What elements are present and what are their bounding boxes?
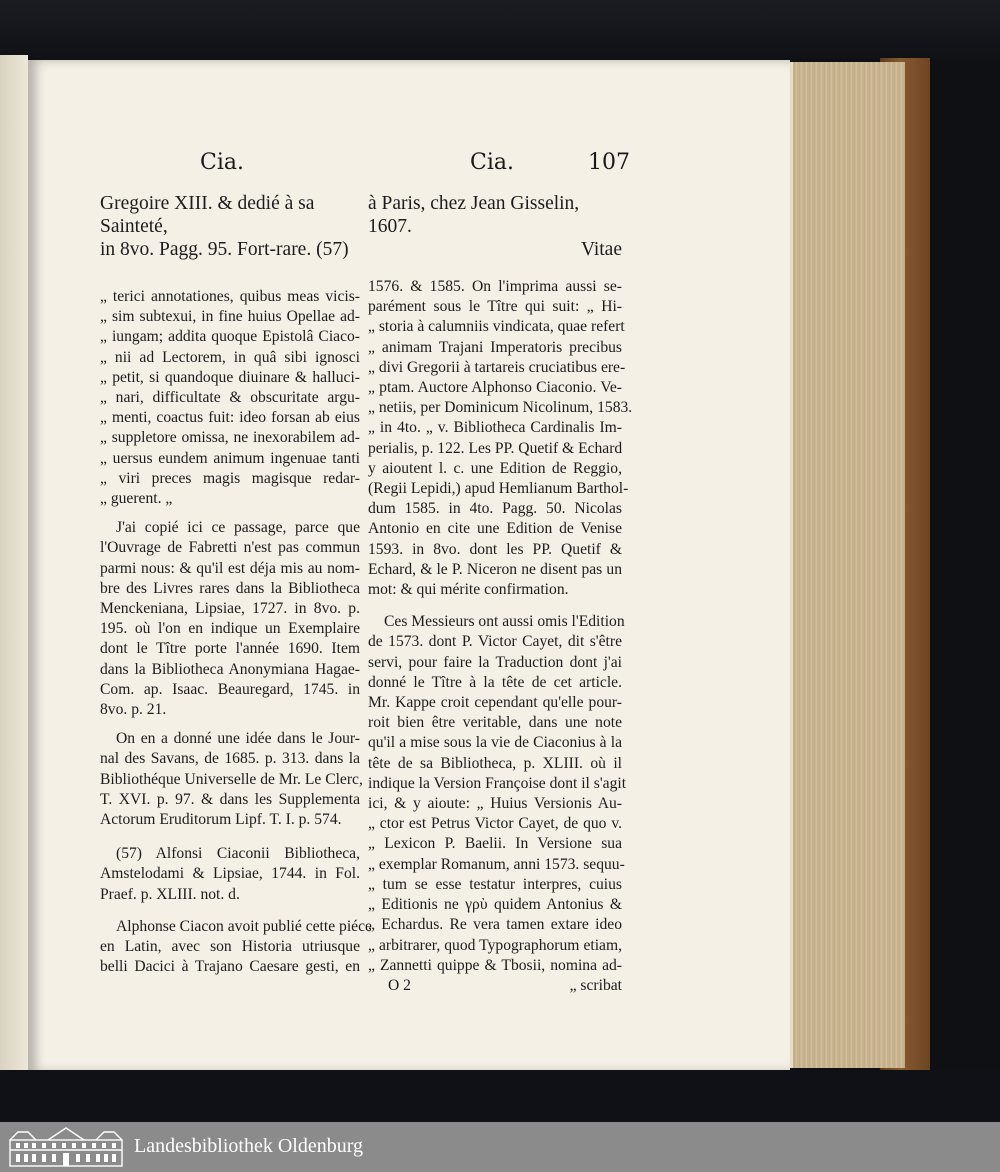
text-line: T. XVI. p. 97. & dans les Supplementa	[100, 790, 360, 808]
text-line: dont le Tître porte l'année 1690. Item	[100, 640, 360, 658]
text-line: roit bien être veritable, dans une note	[368, 714, 622, 732]
text-line: „ iungam; addita quoque Epistolâ Ciaco-	[100, 328, 360, 346]
text-line: belli Dacici à Trajano Caesare gesti, en	[100, 958, 360, 976]
text-line: „ menti, coactus fuit: ideo forsan ab eius	[100, 409, 360, 427]
text-line: perialis, p. 122. Les PP. Quetif & Echard	[368, 439, 623, 457]
text-line: Actorum Eruditorum Lipf. T. I. p. 574.	[100, 811, 342, 829]
text-line: Echard, & le P. Niceron ne disent pas un	[368, 560, 622, 578]
text-line: Menckeniana, Lipsiae, 1727. in 8vo. p.	[100, 600, 360, 618]
text-line: „ Zannetti quippe & Tbosii, nomina ad-	[368, 956, 622, 974]
text-line: ici, & y aioute: „ Huius Versionis Au-	[368, 795, 622, 813]
text-line: dum 1585. in 4to. Pagg. 50. Nicolas	[368, 500, 622, 518]
left-top-line-2: in 8vo. Pagg. 95. Fort-rare. (57)	[100, 239, 349, 260]
text-line: Amstelodami & Lipsiae, 1744. in Fol.	[100, 865, 360, 883]
paragraph-ciacon	[100, 917, 372, 978]
signature-line	[368, 976, 622, 996]
latin-quote-block	[100, 287, 360, 509]
bottom-shadow	[0, 1070, 1000, 1122]
text-line: parmi nous: & qu'il est déja mis au nom-	[100, 559, 360, 577]
text-line: Mr. Kappe croit cependant qu'elle pour-	[368, 694, 622, 712]
text-line: nal des Savans, de 1685. p. 313. dans la	[100, 750, 360, 768]
text-line: indique la Version Françoise dont il s'agit	[368, 774, 627, 792]
text-line: tête de sa Bibliotheca, p. XLIII. où il	[368, 754, 622, 772]
text-line: „ uersus eundem animum ingenuae tanti	[100, 449, 360, 467]
text-line: „ Echardus. Re vera tamen extare ideo	[368, 916, 622, 934]
running-head-left: Cia.	[200, 150, 244, 175]
page-number: 107	[588, 150, 630, 175]
paragraph-passage-copied	[100, 518, 360, 720]
text-line: „ Lexicon P. Baelii. In Versione sua	[368, 835, 622, 853]
text-line: „ animam Trajani Imperatoris precibus	[368, 338, 622, 356]
paragraph-journal-references	[100, 729, 363, 830]
text-line: en Latin, avec son Historia utriusque	[100, 938, 360, 956]
text-line: Alphonse Ciacon avoit publié cette piéce	[116, 917, 372, 935]
left-column	[100, 192, 372, 978]
text-line: y aioutent l. c. une Edition de Reggio,	[368, 459, 622, 477]
text-line: „ exemplar Romanum, anni 1573. sequu-	[368, 855, 625, 873]
paragraph-messieurs	[368, 612, 627, 976]
text-line: „ ptam. Auctore Alphonso Ciaconio. Ve-	[368, 379, 622, 397]
footnote-57	[100, 844, 360, 905]
text-line: 8vo. p. 21.	[100, 701, 167, 719]
text-line: dans la Bibliotheca Anonymiana Hagae-	[100, 660, 360, 678]
text-line: „ tum se esse testatur interpres, cuius	[368, 875, 622, 893]
text-line: donné le Tître à la tête de cet article.	[368, 673, 622, 691]
running-head-center: Cia.	[470, 150, 514, 175]
text-line: „ in 4to. „ v. Bibliotheca Cardinalis Im-	[368, 419, 622, 437]
text-line: Ces Messieurs ont aussi omis l'Edition	[384, 613, 625, 631]
catchword: „ scribat	[569, 976, 622, 994]
dark-backdrop	[0, 0, 1000, 60]
library-name: Landesbibliothek Oldenburg	[134, 1135, 364, 1157]
text-line: „ sim subtexui, in fine huius Opellae ad-	[100, 308, 360, 326]
text-line: de 1573. dont P. Victor Cayet, dit s'être	[368, 633, 622, 651]
text-line: „ suppletore omissa, ne inexorabilem ad-	[100, 429, 360, 447]
text-line: „ arbitrarer, quod Typographorum etiam,	[368, 936, 622, 954]
library-building-logo-icon	[8, 1126, 124, 1168]
text-line: „ terici annotationes, quibus meas vicis-	[100, 288, 360, 305]
text-line: „ guerent. „	[100, 490, 173, 508]
text-line: (Regii Lepidi,) apud Hemlianum Barthol-	[368, 480, 629, 498]
paragraph-historia	[368, 277, 633, 600]
text-line: 1593. in 8vo. dont les PP. Quetif &	[368, 540, 622, 558]
text-line: mot: & qui mérite confirmation.	[368, 581, 569, 599]
text-line: „ netiis, per Dominicum Nicolinum, 1583.	[368, 399, 633, 417]
text-line: „ nari, difficultate & obscuritate argu-	[100, 389, 360, 407]
facing-page-sliver	[0, 55, 28, 1075]
text-line: Com. ap. Isaac. Beauregard, 1745. in	[100, 680, 360, 698]
text-line: „ divi Gregorii à tartareis cruciatibus ere-	[368, 358, 626, 376]
text-line: bre des Livres rares dans la Bibliotheca	[100, 579, 360, 597]
text-line: „ petit, si quandoque diuinare & halluci-	[100, 368, 360, 386]
text-line: „ ctor est Petrus Victor Cayet, de quo v.	[368, 815, 622, 833]
text-line: On en a donné une idée dans le Jour-	[116, 730, 360, 748]
text-line: „ storia à calumniis vindicata, quae refert	[368, 318, 625, 336]
text-line: „ Editionis ne γρὺ quidem Antonius &	[368, 896, 622, 914]
left-top-line-1: Gregoire XIII. & dedié à sa Sainteté,	[100, 193, 315, 237]
page-edges	[787, 62, 905, 1068]
text-line: Antonio en cite une Edition de Venise	[368, 520, 622, 538]
text-line: (57) Alfonsi Ciaconii Bibliotheca,	[116, 845, 360, 863]
text-line: „ viri preces magis magisque redar-	[100, 469, 360, 487]
text-line: 195. où l'on en indique un Exemplaire	[100, 620, 360, 638]
text-line: parément sous le Tître qui suit: „ Hi-	[368, 298, 622, 316]
right-top-line: à Paris, chez Jean Gisselin, 1607.	[368, 193, 580, 237]
text-line: Bibliothéque Universelle de Mr. Le Clerc,	[100, 770, 363, 788]
right-top-catchword: Vitae	[580, 239, 622, 260]
text-line: servi, pour faire la Traduction dont j'ai	[368, 653, 622, 671]
text-line: qu'il a mise sous la vie de Ciaconius à la	[368, 734, 622, 752]
text-line: J'ai copié ici ce passage, parce que	[116, 519, 360, 537]
text-line: l'Ouvrage de Fabretti n'est pas commun	[100, 539, 360, 557]
text-line: 1576. & 1585. On l'imprima aussi se-	[368, 278, 622, 295]
library-footer-bar	[0, 1122, 1000, 1172]
text-line: Praef. p. XLIII. not. d.	[100, 885, 240, 903]
signature-mark: O 2	[388, 976, 411, 994]
right-column	[368, 192, 633, 996]
text-line: „ nii ad Lectorem, in quâ sibi ignosci	[100, 348, 360, 366]
